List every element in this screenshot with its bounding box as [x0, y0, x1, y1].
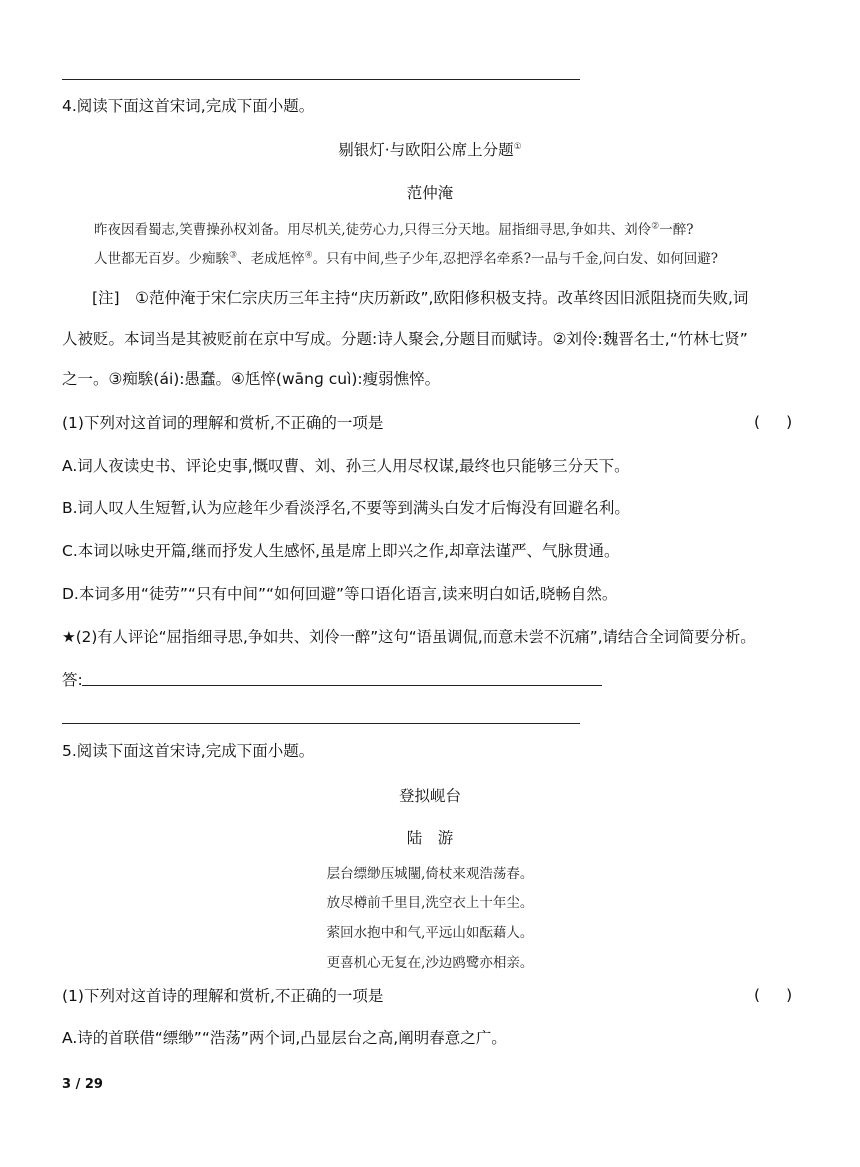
q4-note-line-2: 人被贬。本词当是其被贬前在京中写成。分题:诗人聚会,分题目而赋诗。②刘伶:魏晋名士,“竹林七贤” — [62, 330, 748, 348]
q4-line1-footnote-mark: ② — [651, 221, 660, 232]
q5-poem-title: 登拟岘台 — [398, 787, 461, 805]
bracket-open: ( — [754, 986, 761, 1004]
q4-line2-end: 。只有中间,些子少年,忍把浮名牵系?一品与千金,问白发、如何回避? — [312, 251, 719, 267]
q4-note-line-3: 之一。③痴騃(ái):愚蠢。④尪悴(wānɡ cuì):瘦弱憔悴。 — [62, 370, 441, 388]
bracket-open: ( — [754, 413, 761, 431]
q4-poem-line-1 — [94, 218, 694, 238]
bracket-close: ) — [786, 986, 793, 1004]
q5-sub1-question: (1)下列对这首诗的理解和赏析,不正确的一项是 — [62, 987, 384, 1005]
q4-poem-title — [0, 138, 860, 160]
top-answer-line — [62, 79, 580, 80]
q4-option-b: B.词人叹人生短暂,认为应趁年少看淡浮名,不要等到满头白发才后悔没有回避名利。 — [62, 499, 630, 517]
q4-answer-line-1[interactable] — [82, 685, 602, 686]
q4-line1-end: 一醉? — [659, 222, 694, 238]
q5-header: 5.阅读下面这首宋诗,完成下面小题。 — [62, 742, 315, 760]
q4-sub1-question: (1)下列对这首词的理解和赏析,不正确的一项是 — [62, 414, 384, 432]
q4-header: 4.阅读下面这首宋词,完成下面小题。 — [62, 97, 315, 115]
q4-line2-footnote-mark-3: ③ — [229, 250, 238, 261]
q5-poem-line-2: 放尽樽前千里目,洗空衣上十年尘。 — [326, 895, 534, 911]
q4-option-c: C.本词以咏史开篇,继而抒发人生感怀,虽是席上即兴之作,却章法谨严、气脉贯通。 — [62, 542, 620, 560]
q4-poem-line-2 — [94, 247, 718, 267]
q4-sub2-question: ★(2)有人评论“屈指细寻思,争如共、刘伶一醉”这句“语虽调侃,而意未尝不沉痛”,请结合全词简要分析。 — [62, 628, 756, 646]
page-number: 3 / 29 — [62, 1077, 103, 1092]
q4-option-a: A.词人夜读史书、评论史事,慨叹曹、刘、孙三人用尽权谋,最终也只能够三分天下。 — [62, 457, 630, 475]
q4-title-text: 剔银灯·与欧阳公席上分题 — [338, 141, 514, 159]
q4-answer-line-2[interactable] — [62, 723, 580, 724]
q5-option-a: A.诗的首联借“缥缈”“浩荡”两个词,凸显层台之高,阐明春意之广。 — [62, 1029, 507, 1047]
q4-line2-text: 人世都无百岁。少痴騃 — [94, 251, 229, 267]
q4-line1-text: 昨夜因看蜀志,笑曹操孙权刘备。用尽机关,徒劳心力,只得三分天地。屈指细寻思,争如共、刘伶 — [94, 222, 652, 238]
q4-sub1-answer-bracket[interactable] — [754, 413, 792, 431]
bracket-close: ) — [786, 413, 793, 431]
q4-answer-label: 答: — [62, 671, 83, 689]
q5-poem-line-3: 萦回水抱中和气,平远山如酝藉人。 — [326, 925, 534, 941]
q4-option-d: D.本词多用“徒劳”“只有中间”“如何回避”等口语化语言,读来明白如话,晓畅自然。 — [62, 585, 618, 603]
q5-author: 陆 游 — [406, 829, 454, 847]
q4-note-line-1: [注] ①范仲淹于宋仁宗庆历三年主持“庆历新政”,欧阳修积极支持。改革终因旧派阻挠而失败,词 — [92, 289, 749, 307]
q5-poem-line-1: 层台缥缈压城闉,倚杖来观浩荡春。 — [326, 866, 534, 882]
q4-line2-mid: 、老成尪悴 — [237, 251, 305, 267]
q4-title-footnote-mark: ① — [513, 141, 522, 152]
q4-line2-footnote-mark-4: ④ — [304, 250, 313, 261]
q5-sub1-answer-bracket[interactable] — [754, 986, 792, 1004]
q4-author: 范仲淹 — [406, 184, 454, 202]
q5-poem-line-4: 更喜机心无复在,沙边鸥鹭亦相亲。 — [326, 955, 534, 971]
